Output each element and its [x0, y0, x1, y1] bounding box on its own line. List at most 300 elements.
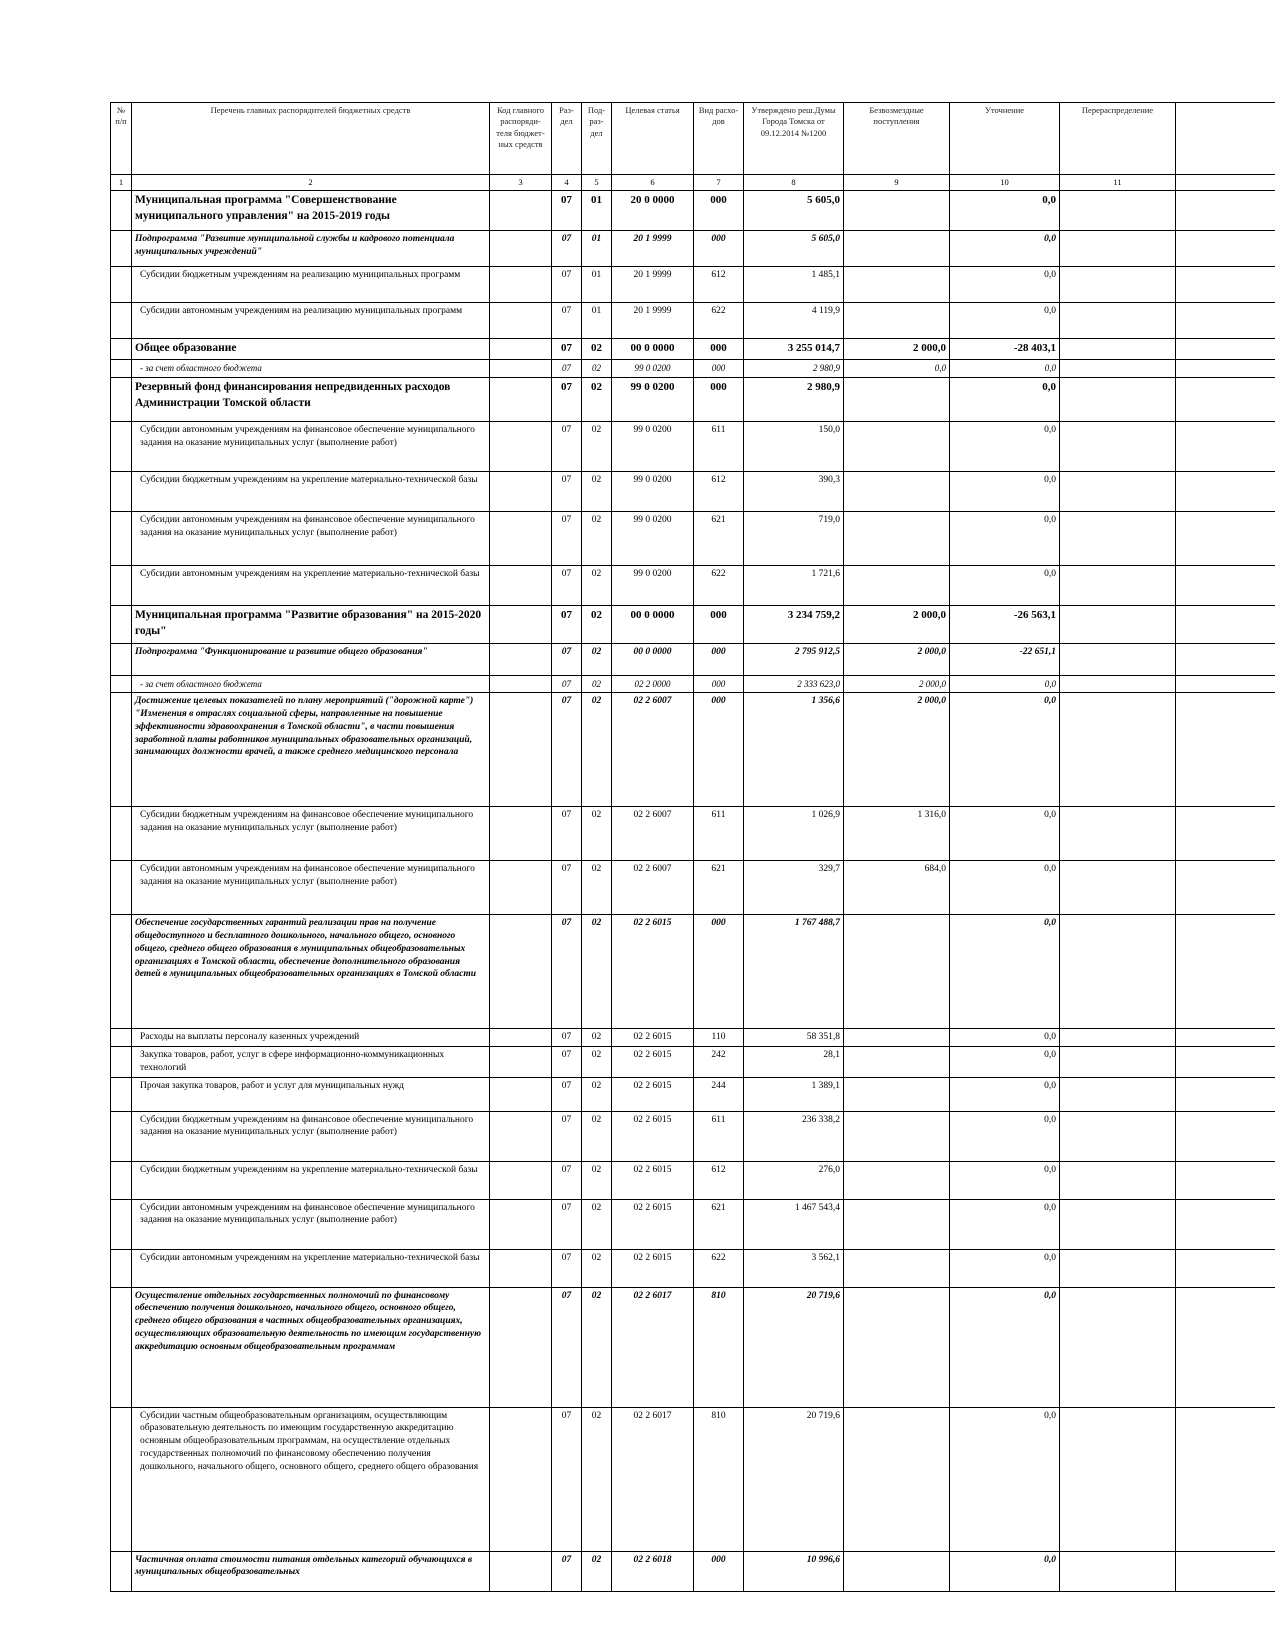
item-name-cell: Подпрограмма "Функционирование и развитие общего образования"	[132, 643, 490, 675]
section-cell: 07	[552, 359, 582, 377]
manager-code-cell	[490, 303, 552, 339]
clarification-amount-cell: 0,0	[950, 861, 1060, 915]
manager-code-cell	[490, 267, 552, 303]
manager-code-cell	[490, 471, 552, 511]
table-row	[111, 1046, 1275, 1077]
item-name-cell: Субсидии бюджетным учреждениям на финансовое обеспечение муниципального задания на оказание муниципальных услуг (выполнение работ)	[132, 1111, 490, 1161]
grants-amount-cell	[844, 1029, 950, 1047]
subsection-cell: 02	[582, 1407, 612, 1551]
column-number: 7	[694, 175, 744, 191]
column-number: 3	[490, 175, 552, 191]
column-number: 2	[132, 175, 490, 191]
approved-amount-cell: 2 980,9	[744, 359, 844, 377]
redistribution-amount-cell	[1060, 1551, 1176, 1591]
approved-amount-cell: 20 719,6	[744, 1287, 844, 1407]
table-row	[111, 471, 1275, 511]
manager-code-cell	[490, 565, 552, 605]
grants-amount-cell	[844, 471, 950, 511]
grants-amount-cell	[844, 1249, 950, 1287]
grants-amount-cell: 2 000,0	[844, 605, 950, 643]
approved-amount-cell: 1 467 543,4	[744, 1199, 844, 1249]
row-number-cell	[111, 511, 132, 565]
extra-cell	[1176, 643, 1275, 675]
extra-cell	[1176, 605, 1275, 643]
item-name-cell: Муниципальная программа "Развитие образования" на 2015-2020 годы"	[132, 605, 490, 643]
approved-amount-cell: 1 721,6	[744, 565, 844, 605]
expense-type-cell: 611	[694, 421, 744, 471]
table-row	[111, 267, 1275, 303]
row-number-cell	[111, 471, 132, 511]
header-cell: № п/п	[111, 103, 132, 175]
table-row	[111, 807, 1275, 861]
expense-type-cell: 000	[694, 231, 744, 267]
header-cell: Утверждено реш.Думы Города Томска от 09.12.2014 №1200	[744, 103, 844, 175]
expense-type-cell: 000	[694, 377, 744, 421]
expense-type-cell: 622	[694, 303, 744, 339]
manager-code-cell	[490, 861, 552, 915]
subsection-cell: 02	[582, 915, 612, 1029]
item-name-cell: Прочая закупка товаров, работ и услуг для муниципальных нужд	[132, 1077, 490, 1111]
redistribution-amount-cell	[1060, 191, 1176, 231]
expense-type-cell: 621	[694, 861, 744, 915]
manager-code-cell	[490, 1029, 552, 1047]
expense-type-cell: 611	[694, 1111, 744, 1161]
expense-type-cell: 244	[694, 1077, 744, 1111]
subsection-cell: 02	[582, 1249, 612, 1287]
expense-type-cell: 000	[694, 693, 744, 807]
grants-amount-cell	[844, 1046, 950, 1077]
grants-amount-cell: 2 000,0	[844, 339, 950, 360]
budget-table	[110, 102, 1275, 1592]
target-article-cell: 99 0 0200	[612, 359, 694, 377]
item-name-cell: Осуществление отдельных государственных полномочий по финансовому обеспечению получения дошкольного, начального общего, основного общего, среднего общего образования в частных общеобразовательных организациях, осуществляющих образовательную деятельность по имеющим государственную аккредитацию основным общеобразовательным программам	[132, 1287, 490, 1407]
subsection-cell: 02	[582, 471, 612, 511]
extra-cell	[1176, 339, 1275, 360]
row-number-cell	[111, 1111, 132, 1161]
target-article-cell: 99 0 0200	[612, 565, 694, 605]
extra-cell	[1176, 1199, 1275, 1249]
grants-amount-cell	[844, 565, 950, 605]
clarification-amount-cell: 0,0	[950, 359, 1060, 377]
section-cell: 07	[552, 605, 582, 643]
grants-amount-cell	[844, 1199, 950, 1249]
target-article-cell: 02 2 6015	[612, 1249, 694, 1287]
table-row	[111, 1287, 1275, 1407]
expense-type-cell: 000	[694, 1551, 744, 1591]
section-cell: 07	[552, 1046, 582, 1077]
target-article-cell: 20 1 9999	[612, 303, 694, 339]
subsection-cell: 02	[582, 675, 612, 692]
item-name-cell: Субсидии частным общеобразовательным организациям, осуществляющим образовательную деятельность по имеющим государственную аккредитацию основным общеобразовательным программам, на осуществление отдельных государственных полномочий по финансовому обеспечению получения дошкольного, начального общего, основного общего, среднего общего образования	[132, 1407, 490, 1551]
expense-type-cell: 612	[694, 471, 744, 511]
subsection-cell: 01	[582, 267, 612, 303]
redistribution-amount-cell	[1060, 339, 1176, 360]
approved-amount-cell: 236 338,2	[744, 1111, 844, 1161]
approved-amount-cell: 3 255 014,7	[744, 339, 844, 360]
table-row	[111, 359, 1275, 377]
target-article-cell: 02 2 6017	[612, 1287, 694, 1407]
approved-amount-cell: 2 795 912,5	[744, 643, 844, 675]
header-cell: Уточнение	[950, 103, 1060, 175]
target-article-cell: 99 0 0200	[612, 377, 694, 421]
clarification-amount-cell: 0,0	[950, 511, 1060, 565]
extra-cell	[1176, 377, 1275, 421]
extra-cell	[1176, 807, 1275, 861]
manager-code-cell	[490, 1111, 552, 1161]
target-article-cell: 02 2 6015	[612, 1111, 694, 1161]
clarification-amount-cell: 0,0	[950, 471, 1060, 511]
extra-cell	[1176, 471, 1275, 511]
table-row	[111, 1249, 1275, 1287]
table-row	[111, 675, 1275, 692]
grants-amount-cell	[844, 191, 950, 231]
subsection-cell: 02	[582, 1111, 612, 1161]
redistribution-amount-cell	[1060, 1029, 1176, 1047]
section-cell: 07	[552, 807, 582, 861]
item-name-cell: Субсидии автономным учреждениям на финансовое обеспечение муниципального задания на оказание муниципальных услуг (выполнение работ)	[132, 511, 490, 565]
row-number-cell	[111, 303, 132, 339]
grants-amount-cell	[844, 231, 950, 267]
approved-amount-cell: 1 389,1	[744, 1077, 844, 1111]
expense-type-cell: 611	[694, 807, 744, 861]
item-name-cell: Субсидии бюджетным учреждениям на реализацию муниципальных программ	[132, 267, 490, 303]
grants-amount-cell	[844, 915, 950, 1029]
item-name-cell: Субсидии бюджетным учреждениям на финансовое обеспечение муниципального задания на оказание муниципальных услуг (выполнение работ)	[132, 807, 490, 861]
clarification-amount-cell: 0,0	[950, 1407, 1060, 1551]
approved-amount-cell: 719,0	[744, 511, 844, 565]
grants-amount-cell	[844, 377, 950, 421]
redistribution-amount-cell	[1060, 807, 1176, 861]
clarification-amount-cell: 0,0	[950, 693, 1060, 807]
grants-amount-cell: 684,0	[844, 861, 950, 915]
clarification-amount-cell: 0,0	[950, 915, 1060, 1029]
manager-code-cell	[490, 191, 552, 231]
grants-amount-cell	[844, 1407, 950, 1551]
column-number-row	[111, 175, 1275, 191]
clarification-amount-cell: 0,0	[950, 303, 1060, 339]
clarification-amount-cell: 0,0	[950, 421, 1060, 471]
row-number-cell	[111, 191, 132, 231]
table-row	[111, 1551, 1275, 1591]
extra-cell	[1176, 1111, 1275, 1161]
target-article-cell: 02 2 6015	[612, 1161, 694, 1199]
redistribution-amount-cell	[1060, 1407, 1176, 1551]
subsection-cell: 02	[582, 1046, 612, 1077]
row-number-cell	[111, 915, 132, 1029]
extra-cell	[1176, 1077, 1275, 1111]
item-name-cell: Закупка товаров, работ, услуг в сфере информационно-коммуникационных технологий	[132, 1046, 490, 1077]
row-number-cell	[111, 1046, 132, 1077]
manager-code-cell	[490, 915, 552, 1029]
column-number: 1	[111, 175, 132, 191]
table-row	[111, 861, 1275, 915]
extra-cell	[1176, 511, 1275, 565]
row-number-cell	[111, 861, 132, 915]
target-article-cell: 02 2 6018	[612, 1551, 694, 1591]
column-number: 10	[950, 175, 1060, 191]
section-cell: 07	[552, 377, 582, 421]
redistribution-amount-cell	[1060, 1046, 1176, 1077]
subsection-cell: 02	[582, 807, 612, 861]
manager-code-cell	[490, 1046, 552, 1077]
table-body	[111, 191, 1275, 1591]
subsection-cell: 01	[582, 303, 612, 339]
manager-code-cell	[490, 807, 552, 861]
clarification-amount-cell: 0,0	[950, 1249, 1060, 1287]
clarification-amount-cell: -26 563,1	[950, 605, 1060, 643]
section-cell: 07	[552, 303, 582, 339]
redistribution-amount-cell	[1060, 1249, 1176, 1287]
column-number: 9	[844, 175, 950, 191]
subsection-cell: 02	[582, 1161, 612, 1199]
clarification-amount-cell: 0,0	[950, 191, 1060, 231]
column-number: 4	[552, 175, 582, 191]
item-name-cell: Общее образование	[132, 339, 490, 360]
item-name-cell: Частичная оплата стоимости питания отдельных категорий обучающихся в муниципальных общеобразовательных	[132, 1551, 490, 1591]
target-article-cell: 99 0 0200	[612, 421, 694, 471]
table-row	[111, 231, 1275, 267]
clarification-amount-cell: 0,0	[950, 1199, 1060, 1249]
redistribution-amount-cell	[1060, 1077, 1176, 1111]
redistribution-amount-cell	[1060, 605, 1176, 643]
target-article-cell: 99 0 0200	[612, 471, 694, 511]
item-name-cell: Подпрограмма "Развитие муниципальной службы и кадрового потенциала муниципальных учреждений"	[132, 231, 490, 267]
clarification-amount-cell: 0,0	[950, 377, 1060, 421]
row-number-cell	[111, 1029, 132, 1047]
clarification-amount-cell: 0,0	[950, 565, 1060, 605]
redistribution-amount-cell	[1060, 675, 1176, 692]
expense-type-cell: 110	[694, 1029, 744, 1047]
redistribution-amount-cell	[1060, 359, 1176, 377]
extra-cell	[1176, 861, 1275, 915]
manager-code-cell	[490, 1249, 552, 1287]
row-number-cell	[111, 1407, 132, 1551]
subsection-cell: 02	[582, 377, 612, 421]
header-cell	[1176, 103, 1275, 175]
header-cell: Перечень главных распорядителей бюджетных средств	[132, 103, 490, 175]
clarification-amount-cell: 0,0	[950, 807, 1060, 861]
expense-type-cell: 810	[694, 1407, 744, 1551]
item-name-cell: Субсидии автономным учреждениям на реализацию муниципальных программ	[132, 303, 490, 339]
redistribution-amount-cell	[1060, 471, 1176, 511]
subsection-cell: 02	[582, 359, 612, 377]
extra-cell	[1176, 1029, 1275, 1047]
grants-amount-cell: 2 000,0	[844, 643, 950, 675]
table-row	[111, 339, 1275, 360]
item-name-cell: Расходы на выплаты персоналу казенных учреждений	[132, 1029, 490, 1047]
approved-amount-cell: 4 119,9	[744, 303, 844, 339]
row-number-cell	[111, 693, 132, 807]
header-cell: Вид расхо-дов	[694, 103, 744, 175]
approved-amount-cell: 1 485,1	[744, 267, 844, 303]
target-article-cell: 99 0 0200	[612, 511, 694, 565]
redistribution-amount-cell	[1060, 1111, 1176, 1161]
approved-amount-cell: 150,0	[744, 421, 844, 471]
subsection-cell: 02	[582, 1551, 612, 1591]
extra-cell	[1176, 675, 1275, 692]
clarification-amount-cell: 0,0	[950, 1046, 1060, 1077]
subsection-cell: 02	[582, 511, 612, 565]
redistribution-amount-cell	[1060, 267, 1176, 303]
expense-type-cell: 612	[694, 1161, 744, 1199]
subsection-cell: 02	[582, 421, 612, 471]
header-cell: Под-раз-дел	[582, 103, 612, 175]
row-number-cell	[111, 1199, 132, 1249]
section-cell: 07	[552, 643, 582, 675]
row-number-cell	[111, 1551, 132, 1591]
expense-type-cell: 612	[694, 267, 744, 303]
extra-cell	[1176, 1551, 1275, 1591]
row-number-cell	[111, 675, 132, 692]
manager-code-cell	[490, 1407, 552, 1551]
manager-code-cell	[490, 693, 552, 807]
row-number-cell	[111, 377, 132, 421]
section-cell: 07	[552, 191, 582, 231]
section-cell: 07	[552, 267, 582, 303]
approved-amount-cell: 5 605,0	[744, 191, 844, 231]
column-number: 11	[1060, 175, 1176, 191]
approved-amount-cell: 58 351,8	[744, 1029, 844, 1047]
clarification-amount-cell: 0,0	[950, 1287, 1060, 1407]
expense-type-cell: 242	[694, 1046, 744, 1077]
target-article-cell: 20 1 9999	[612, 267, 694, 303]
expense-type-cell: 000	[694, 675, 744, 692]
expense-type-cell: 622	[694, 565, 744, 605]
expense-type-cell: 621	[694, 511, 744, 565]
manager-code-cell	[490, 1077, 552, 1111]
section-cell: 07	[552, 861, 582, 915]
subsection-cell: 02	[582, 861, 612, 915]
clarification-amount-cell: 0,0	[950, 1077, 1060, 1111]
target-article-cell: 00 0 0000	[612, 339, 694, 360]
redistribution-amount-cell	[1060, 303, 1176, 339]
target-article-cell: 00 0 0000	[612, 643, 694, 675]
target-article-cell: 02 2 6015	[612, 1046, 694, 1077]
approved-amount-cell: 10 996,6	[744, 1551, 844, 1591]
extra-cell	[1176, 421, 1275, 471]
table-row	[111, 377, 1275, 421]
manager-code-cell	[490, 1199, 552, 1249]
extra-cell	[1176, 267, 1275, 303]
table-row	[111, 191, 1275, 231]
section-cell: 07	[552, 1077, 582, 1111]
header-row	[111, 103, 1275, 175]
redistribution-amount-cell	[1060, 643, 1176, 675]
section-cell: 07	[552, 675, 582, 692]
row-number-cell	[111, 339, 132, 360]
expense-type-cell: 000	[694, 915, 744, 1029]
subsection-cell: 02	[582, 605, 612, 643]
subsection-cell: 02	[582, 643, 612, 675]
clarification-amount-cell: 0,0	[950, 1111, 1060, 1161]
row-number-cell	[111, 643, 132, 675]
row-number-cell	[111, 421, 132, 471]
extra-cell	[1176, 1046, 1275, 1077]
table-row	[111, 1407, 1275, 1551]
expense-type-cell: 000	[694, 359, 744, 377]
redistribution-amount-cell	[1060, 421, 1176, 471]
item-name-cell: Субсидии автономным учреждениям на финансовое обеспечение муниципального задания на оказание муниципальных услуг (выполнение работ)	[132, 1199, 490, 1249]
target-article-cell: 02 2 6015	[612, 915, 694, 1029]
extra-cell	[1176, 693, 1275, 807]
target-article-cell: 02 2 6017	[612, 1407, 694, 1551]
expense-type-cell: 000	[694, 643, 744, 675]
redistribution-amount-cell	[1060, 511, 1176, 565]
section-cell: 07	[552, 1287, 582, 1407]
extra-cell	[1176, 303, 1275, 339]
item-name-cell: Резервный фонд финансирования непредвиденных расходов Администрации Томской области	[132, 377, 490, 421]
extra-cell	[1176, 565, 1275, 605]
grants-amount-cell: 2 000,0	[844, 693, 950, 807]
item-name-cell: Муниципальная программа "Совершенствование муниципального управления" на 2015-2019 годы	[132, 191, 490, 231]
header-cell: Целевая статья	[612, 103, 694, 175]
table-row	[111, 1111, 1275, 1161]
approved-amount-cell: 1 767 488,7	[744, 915, 844, 1029]
clarification-amount-cell: 0,0	[950, 231, 1060, 267]
row-number-cell	[111, 1287, 132, 1407]
approved-amount-cell: 1 026,9	[744, 807, 844, 861]
section-cell: 07	[552, 565, 582, 605]
header-cell: Перераспределение	[1060, 103, 1176, 175]
manager-code-cell	[490, 675, 552, 692]
manager-code-cell	[490, 643, 552, 675]
row-number-cell	[111, 1249, 132, 1287]
approved-amount-cell: 2 333 623,0	[744, 675, 844, 692]
row-number-cell	[111, 231, 132, 267]
item-name-cell: - за счет областного бюджета	[132, 675, 490, 692]
approved-amount-cell: 3 234 759,2	[744, 605, 844, 643]
redistribution-amount-cell	[1060, 231, 1176, 267]
section-cell: 07	[552, 471, 582, 511]
subsection-cell: 02	[582, 1199, 612, 1249]
column-number: 5	[582, 175, 612, 191]
grants-amount-cell: 2 000,0	[844, 675, 950, 692]
target-article-cell: 02 2 6007	[612, 807, 694, 861]
table-row	[111, 915, 1275, 1029]
target-article-cell: 20 0 0000	[612, 191, 694, 231]
clarification-amount-cell: -22 651,1	[950, 643, 1060, 675]
manager-code-cell	[490, 339, 552, 360]
manager-code-cell	[490, 605, 552, 643]
target-article-cell: 20 1 9999	[612, 231, 694, 267]
expense-type-cell: 622	[694, 1249, 744, 1287]
item-name-cell: Субсидии автономным учреждениям на укрепление материально-технической базы	[132, 1249, 490, 1287]
grants-amount-cell	[844, 1111, 950, 1161]
table-row	[111, 511, 1275, 565]
target-article-cell: 02 2 6015	[612, 1077, 694, 1111]
extra-cell	[1176, 1407, 1275, 1551]
item-name-cell: - за счет областного бюджета	[132, 359, 490, 377]
expense-type-cell: 000	[694, 339, 744, 360]
subsection-cell: 02	[582, 1077, 612, 1111]
manager-code-cell	[490, 377, 552, 421]
manager-code-cell	[490, 1551, 552, 1591]
extra-cell	[1176, 191, 1275, 231]
approved-amount-cell: 2 980,9	[744, 377, 844, 421]
table-row	[111, 1077, 1275, 1111]
clarification-amount-cell: 0,0	[950, 267, 1060, 303]
subsection-cell: 02	[582, 1287, 612, 1407]
section-cell: 07	[552, 1249, 582, 1287]
header-cell: Код главного распоряди-теля бюджет-ных средств	[490, 103, 552, 175]
item-name-cell: Субсидии бюджетным учреждениям на укрепление материально-технической базы	[132, 1161, 490, 1199]
target-article-cell: 02 2 6007	[612, 693, 694, 807]
grants-amount-cell	[844, 1077, 950, 1111]
manager-code-cell	[490, 231, 552, 267]
manager-code-cell	[490, 421, 552, 471]
section-cell: 07	[552, 421, 582, 471]
subsection-cell: 02	[582, 693, 612, 807]
